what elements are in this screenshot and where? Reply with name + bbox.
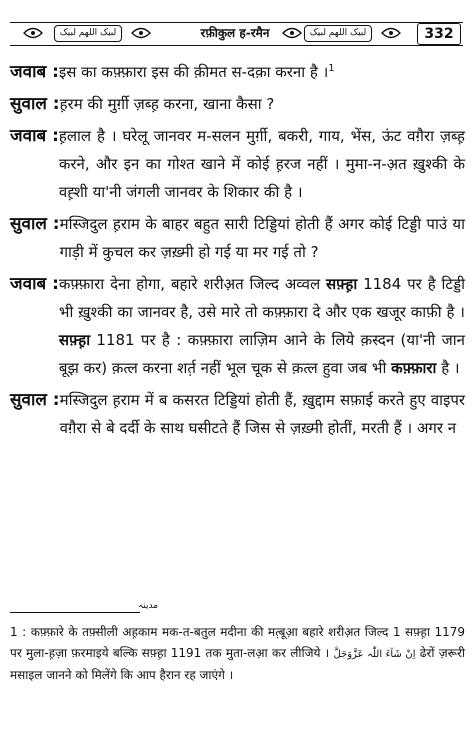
header-rule-bottom [10, 45, 463, 46]
page-number: 332 [417, 23, 461, 45]
qa-label: जवाब : [10, 62, 59, 82]
qa-content [10, 58, 465, 442]
qa-item [10, 270, 465, 382]
qa-item [10, 122, 465, 206]
qa-item [10, 90, 465, 118]
footnote-separator [10, 612, 140, 613]
qa-item [10, 386, 465, 442]
bold-term: सफ़्ह़ा [58, 331, 91, 349]
qa-text: मस्जिदुल ह़राम में ब कसरत टिड्डियां होती हैं, ख़ुद्दाम सफ़ाई करते हुए वाइपर वग़ैरा से बे दर्दी के साथ घसीटते हैं जिस से ज़ख़्मी होतीं, मरती हैं । अगर न [59, 391, 465, 437]
footnote-ref: 1 [328, 63, 335, 74]
qa-item [10, 58, 465, 86]
qa-label: सुवाल : [10, 94, 60, 114]
header-badge-left: لبیک اللهم لبیک [54, 25, 122, 42]
footnote-arabic: اِنْ شَآءَ اللّٰہ عَزَّوَجَلَّ [333, 649, 416, 660]
qa-label: जवाब : [10, 274, 59, 294]
separator-mark: مدینہ [138, 601, 159, 611]
bold-term: सफ़्ह़ा [326, 275, 358, 293]
footnote: 1 : कफ़्फ़ारे के तफ़्सीली अह़काम मक-त-बतुल मदीना की मत़्बूआ़ बहारे शरीअ़त जिल्द 1 सफ़्ह़ा 1179 पर मुला-ह़ज़ा फ़रमाइये बल्कि सफ़्ह़ा 1191 तक मुता-लआ़ कर लीजिये । اِنْ شَآءَ اللّٰہ عَزَّوَجَلَّ ढेरों ज़रूरी मसाइल जानने को मिलेंगे कि आप हैरान रह जाएंगे । [10, 625, 465, 682]
qa-item [10, 210, 465, 266]
qa-text: ह़लाल है । घरेलू जानवर म-सलन मुर्ग़ी, बकरी, गाय, भेंस, ऊंट वग़ैरा ज़ब्ह़ करने, और इन का गोश्त खाने में कोई ह़रज नहीं । मुमा-न-अ़त ख़ुश्की के वह़्शी या'नी जंगली जानवर के शिकार की है । [58, 127, 465, 201]
header-badge-right: لبیک اللهم لبیک [304, 25, 372, 42]
qa-label: सुवाल : [10, 214, 60, 234]
ornament-icon [380, 24, 402, 42]
bold-term: कफ़्फ़ारा [391, 359, 437, 377]
ornament-icon [130, 24, 152, 42]
header-rule-top [10, 22, 463, 23]
qa-text: कफ़्फ़ारा देना होगा, बहारे शरीअ़त जिल्द अव्वल सफ़्ह़ा 1184 पर है टिड्डी भी ख़ुश्की का जानवर है, उसे मारे तो कफ़्फ़ारा दे और एक खजूर काफ़ी है । सफ़्ह़ा 1181 पर है : कफ़्फ़ारा लाज़िम आने के लिये क़स्दन (या'नी जान बूझ कर) क़त्ल करना शर्त़ नहीं भूल चूक से क़त्ल हुवा जब भी कफ़्फ़ारा है । [58, 275, 465, 377]
qa-label: सुवाल : [10, 390, 60, 410]
qa-text: मस्जिदुल ह़राम के बाहर बहुत सारी टिड्डियां होती हैं अगर कोई टिड्डी पाउं या गाड़ी में कुचल कर ज़ख़्मी हो गई या मर गई तो ? [59, 215, 465, 261]
ornament-icon [22, 24, 44, 42]
page-header [10, 22, 463, 46]
qa-text: ह़रम की मुर्ग़ी ज़ब्ह़ करना, खाना कैसा ? [59, 95, 275, 113]
ornament-icon [281, 24, 303, 42]
qa-text: इस का कफ़्फ़ारा इस की क़ीमत स-दक़ा करना है ।$^1$ [58, 63, 335, 81]
page-title: रफ़ीकुल ह-रमैन [200, 26, 270, 40]
qa-label: जवाब : [10, 126, 59, 146]
